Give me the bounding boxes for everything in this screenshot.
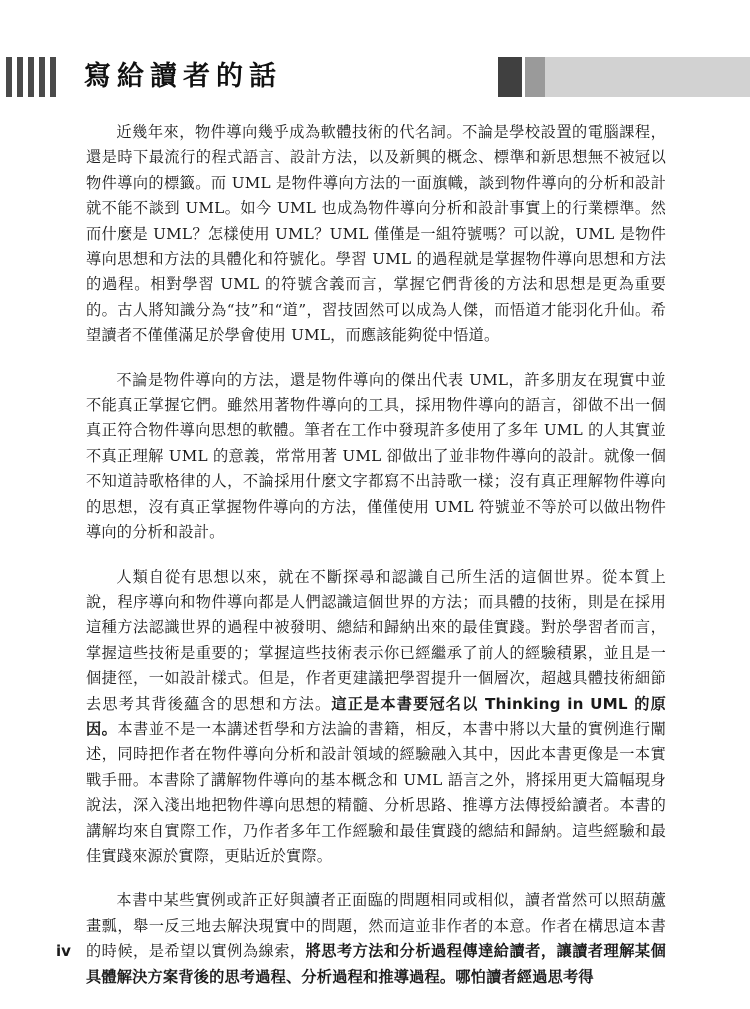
paragraph-2 bbox=[86, 368, 666, 546]
paragraph-4 bbox=[86, 888, 666, 990]
header-block-mid bbox=[525, 57, 545, 97]
paragraph-text: 近幾年來，物件導向幾乎成為軟體技術的代名詞。不論是學校設置的電腦課程，還是時下最流行的程式語言、設計方法，以及新興的概念、標準和新思想無不被冠以物件導向的標籤。而 UML 是物件導向方法的一面旗幟，談到物件導向的分析和設計就不能不談到 UML。如今 UML 也成為物件導向分析和設計事實上的行業標準。然而什麼是 UML？怎樣使用 UML？UML 僅僅是一組符號嗎？可以說，UML 是物件導向思想和方法的具體化和符號化。學習 UML 的過程就是掌握物件導向思想和方法的過程。相對學習 UML 的符號含義而言，掌握它們背後的方法和思想是更為重要的。古人將知識分為“技”和“道”，習技固然可以成為人傑，而悟道才能羽化升仙。希望讀者不僅僅滿足於學會使用 UML，而應該能夠從中悟道。 bbox=[86, 123, 666, 345]
header-block-dark bbox=[498, 57, 522, 97]
paragraph-3 bbox=[86, 565, 666, 870]
paragraph-text: 本書中某些實例或許正好與讀者正面臨的問題相同或相似，讀者當然可以照葫蘆畫瓢，舉一反三地去解決現實中的問題，然而這並非作者的本意。作者在構思這本書的時候，是希望以實例為線索， bbox=[86, 891, 666, 961]
paragraph-text: 人類自從有思想以來，就在不斷探尋和認識自己所生活的這個世界。從本質上說，程序導向和物件導向都是人們認識這個世界的方法；而具體的技術，則是在採用這種方法認識世界的過程中被發明、總結和歸納出來的最佳實踐。對於學習者而言，掌握這些技術是重要的；掌握這些技術表示你已經繼承了前人的經驗積累，並且是一個捷徑，一如設計樣式。但是，作者更建議把學習提升一個層次，超越具體技術細節去思考其背後蘊含的思想和方法。 bbox=[86, 567, 666, 713]
body-text bbox=[86, 120, 666, 1009]
page-number: iv bbox=[56, 942, 71, 960]
chapter-header bbox=[0, 57, 750, 97]
paragraph-1 bbox=[86, 120, 666, 349]
paragraph-text: 本書並不是一本講述哲學和方法論的書籍，相反，本書中將以大量的實例進行闡述，同時把作者在物件導向分析和設計領域的經驗融入其中，因此本書更像是一本實戰手冊。本書除了講解物件導向的基本概念和 UML 語言之外，將採用更大篇幅現身說法，深入淺出地把物件導向思想的精髓、分析思路、推導方法傳授給讀者。本書的講解均來自實際工作，乃作者多年工作經驗和最佳實踐的總結和歸納。這些經驗和最佳實踐來源於實際，更貼近於實際。 bbox=[86, 719, 667, 865]
chapter-title: 寫給讀者的話 bbox=[84, 61, 282, 92]
bold-emphasis: 將思考方法和分析過程傳達給讀者，讓讀者理解某個具體解決方案背後的思考過程、分析過程和推導過程。哪怕讀者經過思考得 bbox=[86, 942, 666, 986]
header-block-light bbox=[545, 57, 750, 97]
bold-emphasis: 這正是本書要冠名以 Thinking in UML 的原因。 bbox=[86, 694, 667, 738]
paragraph-text: 不論是物件導向的方法，還是物件導向的傑出代表 UML，許多朋友在現實中並不能真正掌握它們。雖然用著物件導向的工具，採用物件導向的語言，卻做不出一個真正符合物件導向思想的軟體。筆者在工作中發現許多使用了多年 UML 的人其實並不真正理解 UML 的意義，常常用著 UML 卻做出了並非物件導向的設計。就像一個不知道詩歌格律的人，不論採用什麼文字都寫不出詩歌一樣；沒有真正理解物件導向的思想，沒有真正掌握物件導向的方法，僅僅使用 UML 符號並不等於可以做出物件導向的分析和設計。 bbox=[86, 370, 666, 542]
